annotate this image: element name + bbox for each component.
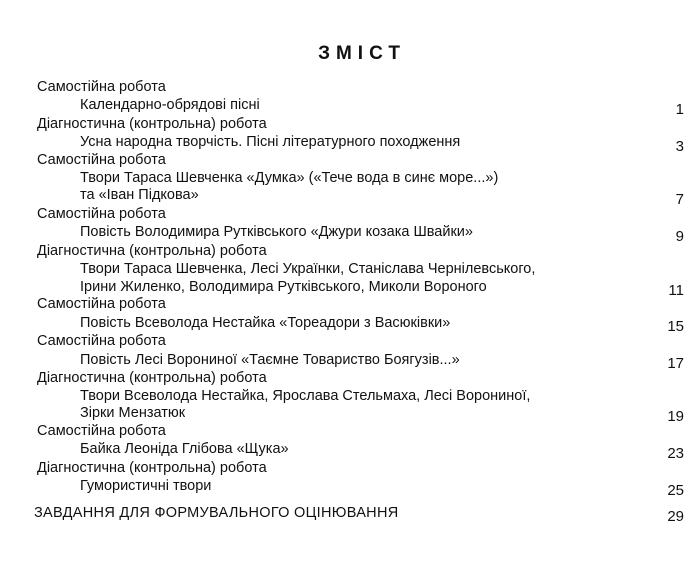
toc-section-label: Самостійна робота xyxy=(37,333,166,349)
toc-page-number: 9 xyxy=(675,228,684,245)
toc-section-label: Діагностична (контрольна) робота xyxy=(37,116,267,132)
toc-page-number: 1 xyxy=(675,101,684,118)
toc-entry-title: Усна народна творчість. Пісні літературного походження xyxy=(80,134,461,150)
toc-entry-title: Твори Всеволода Нестайка, Ярослава Стельмаха, Лесі Ворониної, xyxy=(80,388,531,404)
toc-section-label: Самостійна робота xyxy=(37,79,166,95)
toc-section-label: Самостійна робота xyxy=(37,423,166,439)
toc-section-label: Самостійна робота xyxy=(37,296,166,312)
toc-entry-title: Повість Володимира Рутківського «Джури козака Швайки» xyxy=(80,224,473,240)
toc-section-label: Діагностична (контрольна) робота xyxy=(37,460,267,476)
toc-page-number: 15 xyxy=(667,318,684,335)
toc-entry-title: Повість Всеволода Нестайка «Тореадори з Васюківки» xyxy=(80,315,451,331)
toc-entry-title: Твори Тараса Шевченка, Лесі Українки, Станіслава Чернілевського, xyxy=(80,261,536,277)
toc-page-number: 25 xyxy=(667,482,684,499)
toc-page-number: 7 xyxy=(675,191,684,208)
toc-page-number: 29 xyxy=(667,508,684,525)
toc-final-label: ЗАВДАННЯ ДЛЯ ФОРМУВАЛЬНОГО ОЦІНЮВАННЯ xyxy=(34,505,399,521)
toc-page-number: 3 xyxy=(675,138,684,155)
toc-section-label: Діагностична (контрольна) робота xyxy=(37,243,267,259)
toc-page-number: 11 xyxy=(668,282,684,299)
toc-entry-title: Повість Лесі Ворониної «Таємне Товариство Боягузів...» xyxy=(80,352,460,368)
toc-page-number: 23 xyxy=(667,445,684,462)
toc-entry-title: Календарно-обрядові пісні xyxy=(80,97,260,113)
toc-entry-title: Гумористичні твори xyxy=(80,478,212,494)
toc-page-number: 17 xyxy=(667,355,684,372)
toc-section-label: Самостійна робота xyxy=(37,152,166,168)
toc-entry-title: Ірини Жиленко, Володимира Рутківського, Миколи Вороного xyxy=(80,279,487,295)
toc-page-number: 19 xyxy=(667,408,684,425)
toc-entry-title: та «Іван Підкова» xyxy=(80,187,199,203)
toc-section-label: Діагностична (контрольна) робота xyxy=(37,370,267,386)
toc-entry-title: Твори Тараса Шевченка «Думка» («Тече вода в синє море...») xyxy=(80,170,499,186)
toc-entry-title: Байка Леоніда Глібова «Щука» xyxy=(80,441,289,457)
toc-entry-title: Зірки Мензатюк xyxy=(80,405,186,421)
toc-section-label: Самостійна робота xyxy=(37,206,166,222)
page-title: ЗМІСТ xyxy=(318,43,406,64)
